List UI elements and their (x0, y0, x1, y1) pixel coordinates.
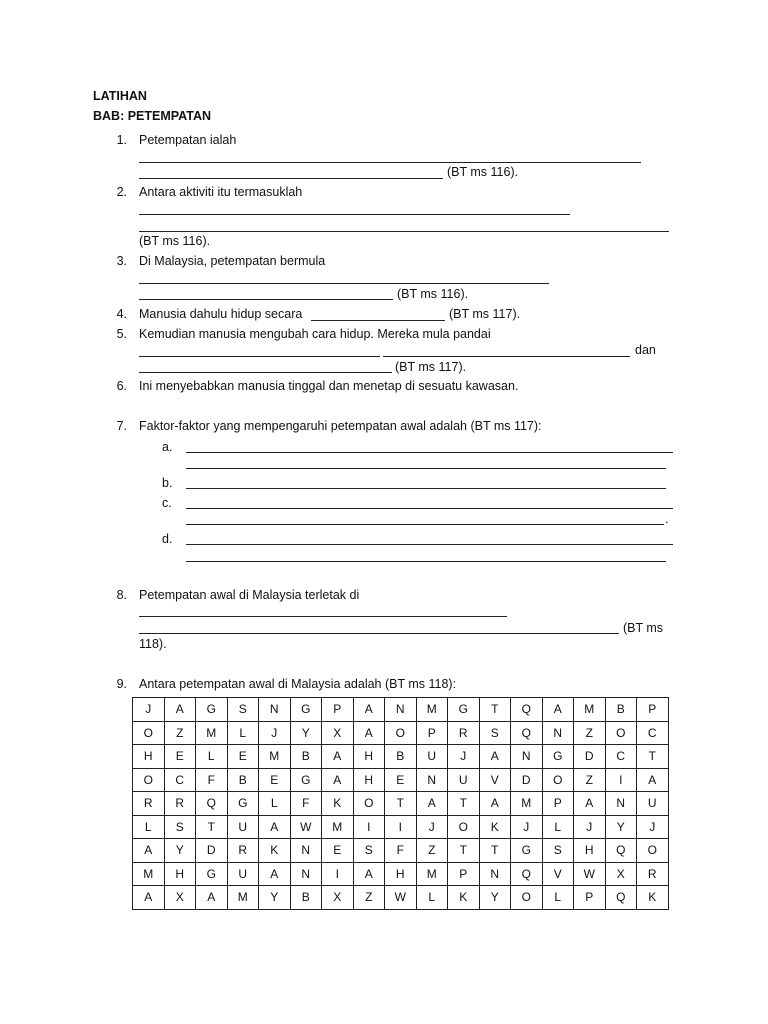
word-search-cell[interactable]: Y (605, 815, 637, 839)
word-search-cell[interactable]: M (133, 862, 165, 886)
word-search-cell[interactable]: I (385, 815, 417, 839)
word-search-cell[interactable]: O (605, 721, 637, 745)
word-search-cell[interactable]: C (605, 745, 637, 769)
word-search-cell[interactable]: X (322, 721, 354, 745)
word-search-cell[interactable]: R (227, 839, 259, 863)
word-search-cell[interactable]: S (164, 815, 196, 839)
word-search-cell[interactable]: A (133, 839, 165, 863)
word-search-cell[interactable]: A (574, 792, 606, 816)
word-search-cell[interactable]: J (574, 815, 606, 839)
q1-answer-line-1[interactable] (139, 162, 641, 163)
word-search-cell[interactable]: K (479, 815, 511, 839)
word-search-cell[interactable]: H (164, 862, 196, 886)
q7-text: Faktor-faktor yang mempengaruhi petempatan awal adalah (BT ms 117): (139, 419, 542, 433)
word-search-cell[interactable]: E (385, 768, 417, 792)
word-search-cell[interactable]: G (196, 698, 228, 722)
word-search-cell[interactable]: D (511, 768, 543, 792)
word-search-cell[interactable]: B (385, 745, 417, 769)
word-search-cell[interactable]: A (322, 768, 354, 792)
word-search-cell[interactable]: N (385, 698, 417, 722)
word-search-cell[interactable]: S (353, 839, 385, 863)
word-search-cell[interactable]: X (322, 886, 354, 910)
word-search-cell[interactable]: W (574, 862, 606, 886)
word-search-cell[interactable]: S (542, 839, 574, 863)
word-search-cell[interactable]: T (479, 839, 511, 863)
word-search-cell[interactable]: L (542, 886, 574, 910)
q7-item-a-label: a. (162, 440, 173, 454)
word-search-cell[interactable]: A (479, 745, 511, 769)
word-search-cell[interactable]: N (511, 745, 543, 769)
word-search-cell[interactable]: I (605, 768, 637, 792)
word-search-cell[interactable]: Q (511, 862, 543, 886)
q5-answer-line-1[interactable] (139, 356, 380, 357)
word-search-cell[interactable]: Z (574, 721, 606, 745)
word-search-cell[interactable]: H (385, 862, 417, 886)
word-search-cell[interactable]: N (416, 768, 448, 792)
word-search-cell[interactable]: L (227, 721, 259, 745)
word-search-cell[interactable]: I (322, 862, 354, 886)
word-search-cell[interactable]: G (227, 792, 259, 816)
word-search-cell[interactable]: U (637, 792, 669, 816)
q7-item-c-line-2[interactable] (186, 524, 664, 525)
q3-reference: (BT ms 116). (397, 287, 469, 301)
word-search-cell[interactable]: Z (353, 886, 385, 910)
word-search-cell[interactable]: O (448, 815, 480, 839)
word-search-cell[interactable]: U (416, 745, 448, 769)
q6-text: Ini menyebabkan manusia tinggal dan menetap di sesuatu kawasan. (139, 379, 519, 393)
q1-reference: (BT ms 116). (447, 165, 519, 179)
word-search-row (133, 698, 669, 722)
word-search-cell[interactable]: I (353, 815, 385, 839)
q7-item-b-label: b. (162, 476, 173, 490)
word-search-cell[interactable]: Q (511, 721, 543, 745)
q5-conjunction: dan (635, 343, 656, 357)
word-search-cell[interactable]: M (574, 698, 606, 722)
word-search-cell[interactable]: A (133, 886, 165, 910)
q8-number: 8. (116, 588, 127, 602)
word-search-cell[interactable]: Y (479, 886, 511, 910)
word-search-cell[interactable]: B (290, 886, 322, 910)
word-search-cell[interactable]: H (133, 745, 165, 769)
q4-reference: (BT ms 117). (449, 307, 521, 321)
word-search-cell[interactable]: P (542, 792, 574, 816)
word-search-cell[interactable]: Z (574, 768, 606, 792)
q9-number: 9. (116, 677, 127, 691)
word-search-cell[interactable]: M (416, 862, 448, 886)
word-search-cell[interactable]: K (637, 886, 669, 910)
word-search-cell[interactable]: B (290, 745, 322, 769)
q1-answer-line-2[interactable] (139, 178, 443, 179)
q7-item-d-label: d. (162, 532, 173, 546)
word-search-cell[interactable]: B (227, 768, 259, 792)
word-search-cell[interactable]: Y (259, 886, 291, 910)
q7-item-c-label: c. (162, 496, 172, 510)
word-search-cell[interactable]: D (196, 839, 228, 863)
word-search-cell[interactable]: A (322, 745, 354, 769)
word-search-cell[interactable]: T (196, 815, 228, 839)
word-search-cell[interactable]: M (511, 792, 543, 816)
q6-number: 6. (116, 379, 127, 393)
word-search-row (133, 745, 669, 769)
word-search-cell[interactable]: L (259, 792, 291, 816)
q7-item-a-line-2[interactable] (186, 468, 666, 469)
word-search-cell[interactable]: U (227, 815, 259, 839)
q5-answer-line-2[interactable] (383, 356, 630, 357)
q5-text: Kemudian manusia mengubah cara hidup. Mereka mula pandai (139, 327, 491, 341)
word-search-cell[interactable]: T (479, 698, 511, 722)
word-search-cell[interactable]: Q (605, 886, 637, 910)
word-search-cell[interactable]: P (416, 721, 448, 745)
word-search-cell[interactable]: E (227, 745, 259, 769)
word-search-cell[interactable]: Y (164, 839, 196, 863)
q7-item-d-line-1[interactable] (186, 544, 673, 545)
word-search-cell[interactable]: A (259, 862, 291, 886)
q8-text: Petempatan awal di Malaysia terletak di (139, 588, 360, 602)
q2-number: 2. (116, 185, 127, 199)
q8-answer-line-2[interactable] (139, 633, 619, 634)
word-search-cell[interactable]: P (448, 862, 480, 886)
q5-number: 5. (116, 327, 127, 341)
word-search-row (133, 839, 669, 863)
word-search-cell[interactable]: N (605, 792, 637, 816)
word-search-cell[interactable]: L (133, 815, 165, 839)
word-search-cell[interactable]: J (416, 815, 448, 839)
q2-reference: (BT ms 116). (139, 234, 211, 248)
word-search-cell[interactable]: N (290, 839, 322, 863)
q4-number: 4. (116, 307, 127, 321)
word-search-cell[interactable]: Q (196, 792, 228, 816)
q3-answer-line-1[interactable] (139, 283, 549, 284)
word-search-cell[interactable]: J (511, 815, 543, 839)
word-search-row (133, 886, 669, 910)
q5-answer-line-3[interactable] (139, 372, 392, 373)
word-search-cell[interactable]: K (259, 839, 291, 863)
word-search-cell[interactable]: F (290, 792, 322, 816)
q2-text: Antara aktiviti itu termasuklah (139, 185, 303, 199)
word-search-cell[interactable]: N (259, 698, 291, 722)
q1-number: 1. (116, 133, 127, 147)
word-search-cell[interactable]: T (448, 792, 480, 816)
word-search-cell[interactable]: L (416, 886, 448, 910)
word-search-cell[interactable]: N (479, 862, 511, 886)
word-search-cell[interactable]: L (196, 745, 228, 769)
word-search-cell[interactable]: D (574, 745, 606, 769)
word-search-cell[interactable]: A (353, 721, 385, 745)
word-search-cell[interactable]: O (385, 721, 417, 745)
word-search-cell[interactable]: P (322, 698, 354, 722)
word-search-cell[interactable]: G (448, 698, 480, 722)
word-search-cell[interactable]: M (196, 721, 228, 745)
q8-answer-line-1[interactable] (139, 616, 507, 617)
word-search-cell[interactable]: K (448, 886, 480, 910)
word-search-cell[interactable]: M (416, 698, 448, 722)
word-search-cell[interactable]: A (259, 815, 291, 839)
word-search-cell[interactable]: C (637, 721, 669, 745)
word-search-cell[interactable]: C (164, 768, 196, 792)
q8-reference-part-1: (BT ms (623, 621, 664, 635)
q7-number: 7. (116, 419, 127, 433)
word-search-cell[interactable]: V (542, 862, 574, 886)
word-search-cell[interactable]: A (542, 698, 574, 722)
word-search-cell[interactable]: F (196, 768, 228, 792)
word-search-cell[interactable]: G (290, 768, 322, 792)
word-search-cell[interactable]: A (353, 862, 385, 886)
word-search-cell[interactable]: Q (605, 839, 637, 863)
word-search-cell[interactable]: Q (511, 698, 543, 722)
word-search-cell[interactable]: J (448, 745, 480, 769)
word-search-cell[interactable]: F (385, 839, 417, 863)
word-search-cell[interactable]: W (385, 886, 417, 910)
q9-text: Antara petempatan awal di Malaysia adalah (BT ms 118): (139, 677, 457, 691)
word-search-row (133, 862, 669, 886)
word-search-grid (132, 697, 669, 910)
chapter-title: BAB: PETEMPATAN (93, 109, 212, 123)
word-search-cell[interactable]: E (322, 839, 354, 863)
word-search-cell[interactable]: S (227, 698, 259, 722)
word-search-cell[interactable]: G (290, 698, 322, 722)
word-search-cell[interactable]: Y (290, 721, 322, 745)
word-search-cell[interactable]: H (353, 745, 385, 769)
word-search-cell[interactable]: T (448, 839, 480, 863)
word-search-cell[interactable]: M (322, 815, 354, 839)
word-search-cell[interactable]: J (259, 721, 291, 745)
q1-text: Petempatan ialah (139, 133, 237, 147)
word-search-cell[interactable]: T (637, 745, 669, 769)
word-search-cell[interactable]: A (196, 886, 228, 910)
worksheet-title: LATIHAN (93, 89, 147, 103)
word-search-cell[interactable]: W (290, 815, 322, 839)
word-search-cell[interactable]: U (448, 768, 480, 792)
word-search-cell[interactable]: N (290, 862, 322, 886)
word-search-cell[interactable]: B (605, 698, 637, 722)
word-search-cell[interactable]: A (637, 768, 669, 792)
word-search-cell[interactable]: K (322, 792, 354, 816)
word-search-cell[interactable]: O (637, 839, 669, 863)
q7-item-c-period: . (665, 512, 669, 526)
word-search-cell[interactable]: R (133, 792, 165, 816)
word-search-cell[interactable]: T (385, 792, 417, 816)
word-search-cell[interactable]: R (448, 721, 480, 745)
word-search-cell[interactable]: A (416, 792, 448, 816)
word-search-row (133, 815, 669, 839)
word-search-cell[interactable]: A (353, 698, 385, 722)
word-search-cell[interactable]: Z (164, 721, 196, 745)
word-search-cell[interactable]: O (542, 768, 574, 792)
word-search-cell[interactable]: L (542, 815, 574, 839)
q3-text: Di Malaysia, petempatan bermula (139, 254, 326, 268)
word-search-cell[interactable]: M (227, 886, 259, 910)
q3-number: 3. (116, 254, 127, 268)
word-search-cell[interactable]: V (479, 768, 511, 792)
word-search-cell[interactable]: H (353, 768, 385, 792)
q7-item-b-line[interactable] (186, 488, 666, 489)
q7-item-a-line-1[interactable] (186, 452, 673, 453)
word-search-cell[interactable]: G (511, 839, 543, 863)
word-search-cell[interactable]: Z (416, 839, 448, 863)
word-search-cell[interactable]: O (133, 768, 165, 792)
word-search-cell[interactable]: U (227, 862, 259, 886)
q4-text: Manusia dahulu hidup secara (139, 307, 303, 321)
word-search-cell[interactable]: P (574, 886, 606, 910)
q8-reference-part-2: 118). (139, 637, 167, 651)
word-search-cell[interactable]: G (196, 862, 228, 886)
word-search-cell[interactable]: S (479, 721, 511, 745)
word-search-cell[interactable]: J (133, 698, 165, 722)
word-search-row (133, 721, 669, 745)
word-search-cell[interactable]: R (637, 862, 669, 886)
word-search-cell[interactable]: O (353, 792, 385, 816)
q5-reference: (BT ms 117). (395, 360, 467, 374)
word-search-cell[interactable]: O (133, 721, 165, 745)
word-search-cell[interactable]: M (259, 745, 291, 769)
q2-answer-line-2[interactable] (139, 231, 669, 232)
q2-answer-line-1[interactable] (139, 214, 570, 215)
word-search-cell[interactable]: X (164, 886, 196, 910)
word-search-cell[interactable]: H (574, 839, 606, 863)
word-search-row (133, 768, 669, 792)
q4-answer-line[interactable] (311, 320, 445, 321)
word-search-cell[interactable]: A (479, 792, 511, 816)
q7-item-d-line-2[interactable] (186, 561, 666, 562)
word-search-cell[interactable]: O (511, 886, 543, 910)
word-search-cell[interactable]: A (164, 698, 196, 722)
q7-item-c-line-1[interactable] (186, 508, 673, 509)
q3-answer-line-2[interactable] (139, 299, 393, 300)
word-search-cell[interactable]: R (164, 792, 196, 816)
word-search-cell[interactable]: E (164, 745, 196, 769)
word-search-cell[interactable]: G (542, 745, 574, 769)
word-search-cell[interactable]: N (542, 721, 574, 745)
word-search-cell[interactable]: P (637, 698, 669, 722)
word-search-cell[interactable]: E (259, 768, 291, 792)
word-search-cell[interactable]: X (605, 862, 637, 886)
word-search-row (133, 792, 669, 816)
word-search-cell[interactable]: J (637, 815, 669, 839)
